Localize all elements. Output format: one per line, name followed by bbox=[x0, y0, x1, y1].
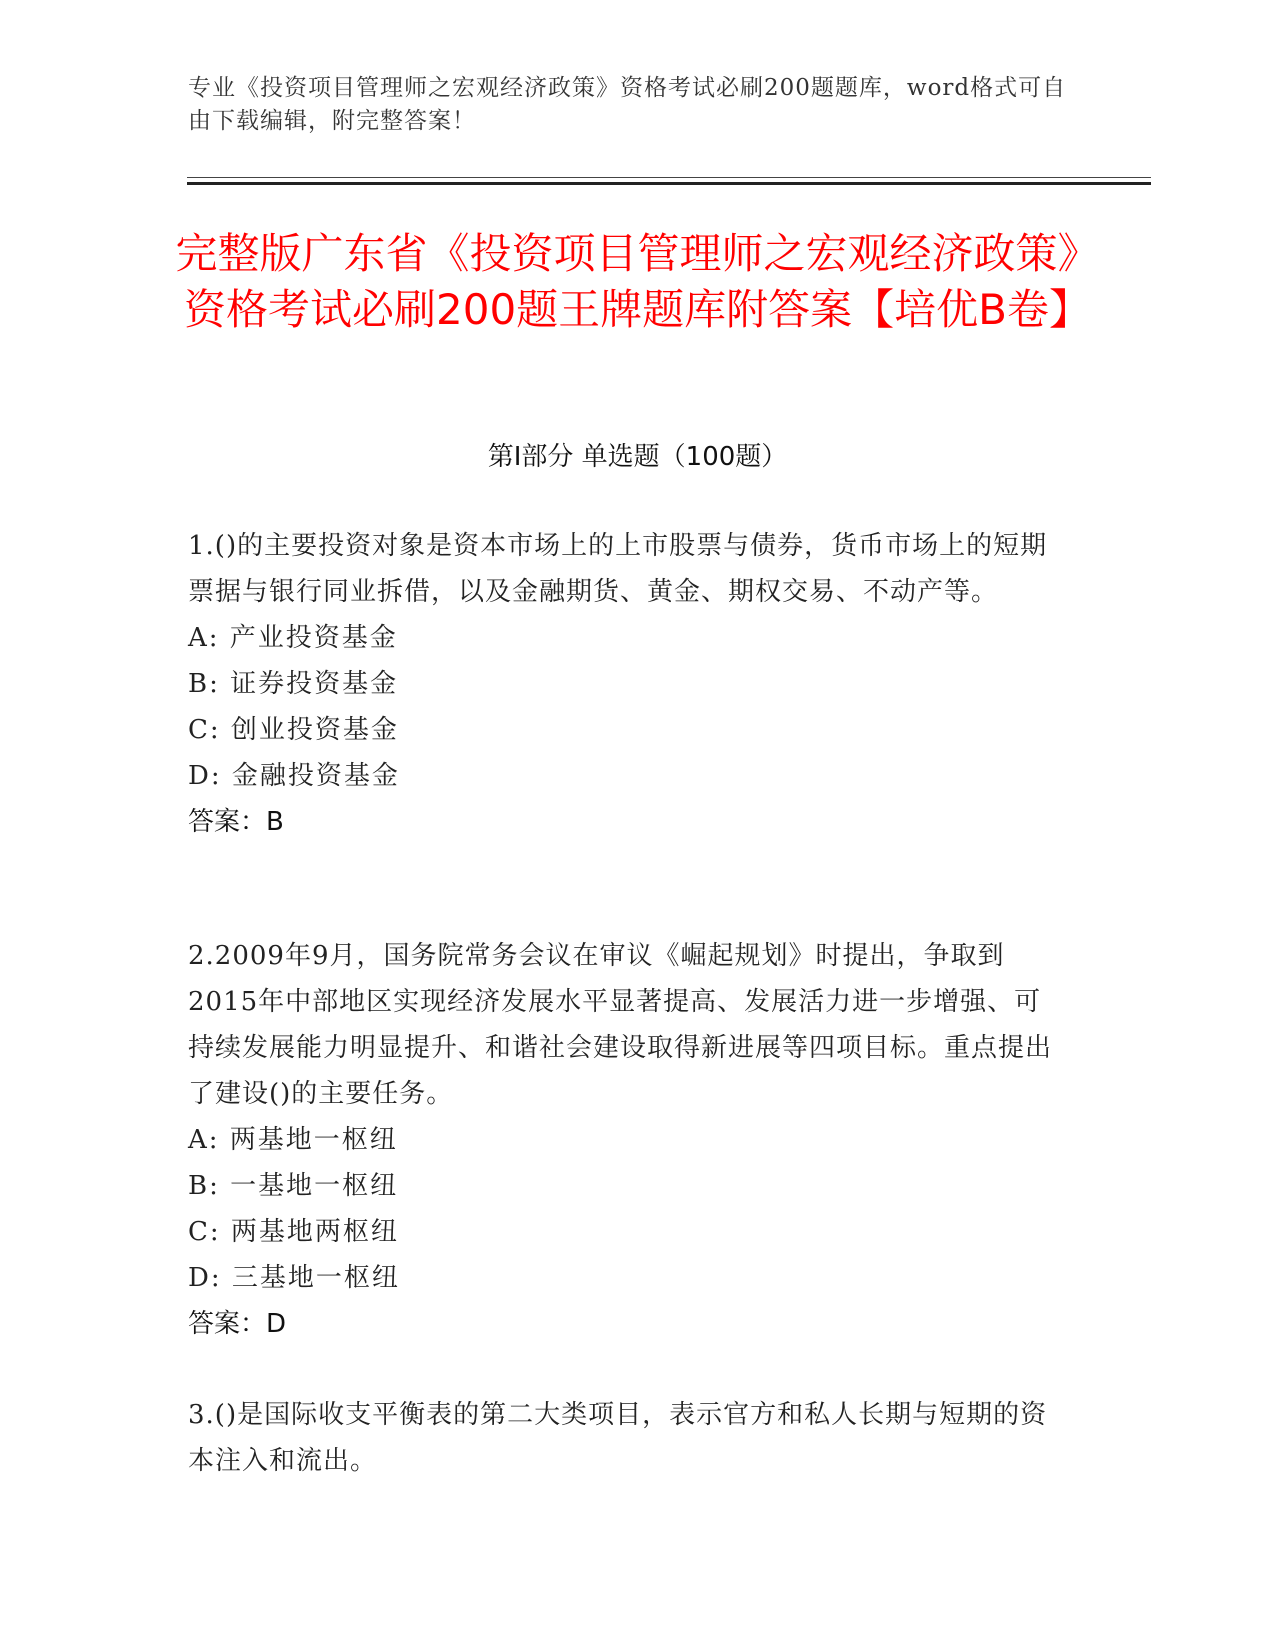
header-divider-thick bbox=[187, 182, 1151, 185]
option-b: B: 证券投资基金 bbox=[188, 669, 399, 699]
option-a: A: 两基地一枢纽 bbox=[188, 1125, 398, 1155]
option-c: C: 两基地两枢纽 bbox=[188, 1217, 399, 1247]
document-title: 完整版广东省《投资项目管理师之宏观经济政策》资格考试必刷200题王牌题库附答案【培优B卷】 bbox=[175, 229, 1100, 334]
header-note: 专业《投资项目管理师之宏观经济政策》资格考试必刷200题题库，word格式可自由下载编辑，附完整答案！ bbox=[188, 75, 1067, 134]
question-2 bbox=[188, 933, 1060, 1347]
question-stem: 1.()的主要投资对象是资本市场上的上市股票与债券，货币市场上的短期票据与银行同业拆借，以及金融期货、黄金、期权交易、不动产等。 bbox=[188, 531, 1048, 607]
answer: 答案：D bbox=[188, 1309, 287, 1339]
header-divider-thin bbox=[187, 177, 1151, 178]
option-b: B: 一基地一枢纽 bbox=[188, 1171, 399, 1201]
question-stem: 2.2009年9月，国务院常务会议在审议《崛起规划》时提出，争取到2015年中部地区实现经济发展水平显著提高、发展活力进一步增强、可持续发展能力明显提升、和谐社会建设取得新进展等四项目标。重点提出了建设()的主要任务。 bbox=[188, 941, 1053, 1109]
section-title: 第Ⅰ部分 单选题（100题） bbox=[487, 442, 788, 472]
option-d: D: 金融投资基金 bbox=[188, 761, 400, 791]
question-3 bbox=[188, 1392, 1060, 1484]
option-a: A: 产业投资基金 bbox=[188, 623, 398, 653]
question-stem: 3.()是国际收支平衡表的第二大类项目，表示官方和私人长期与短期的资本注入和流出。 bbox=[188, 1400, 1048, 1476]
answer: 答案：B bbox=[188, 807, 284, 837]
option-c: C: 创业投资基金 bbox=[188, 715, 399, 745]
question-1 bbox=[188, 523, 1060, 845]
option-d: D: 三基地一枢纽 bbox=[188, 1263, 400, 1293]
